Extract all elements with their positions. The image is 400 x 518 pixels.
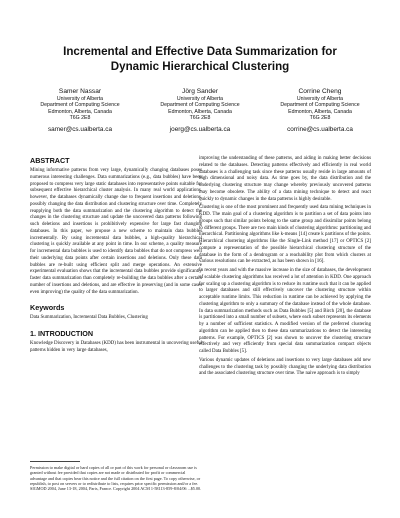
body-paragraph: improving the understanding of these patterns, and aiding in making better decisions related to the databases. Detecting patterns effectively and efficiently in real world databases is a challenging task since these patterns usually reside in large amounts of high dimensional and noisy data. As time goes by, the data distribution and the underlying clustering structure may change whereby previously uncovered patterns may become obsolete. The ability of a data mining technique to detect and react quickly to dynamic changes in the data patterns is highly desirable. — [199, 156, 371, 202]
author-email: corrine@cs.ualberta.ca — [287, 125, 353, 133]
author-email: samer@cs.ualberta.ca — [47, 125, 113, 133]
author-department: Department of Computing Science — [40, 102, 120, 109]
author-block — [140, 87, 260, 134]
body-paragraph: In recent years and with the massive increase in the size of databases, the development of scalable clustering algorithms has received a lot of attention in KDD. One approach for scaling up a clustering algorithm is to reduce its runtime such that it can be applied to larger databases and still effectively uncover the clustering structure within acceptable runtime limits. This reduction in runtime can be achieved by applying the clustering algorithm to only a summary of the database instead of the whole database. In data summarization methods such as Data Bubbles [5] and Birch [20], the database is partitioned into a small number of subsets, where each subset represents its elements by a number of sufficient statistics. A modified version of the preferred clustering algorithm can be applied then to these data summarizations to detect the interesting patterns. For example, OPTICS [2] was shown to uncover the clustering structure effectively and very efficiently from special data summarization compact objects called Data Bubbles [5]. — [199, 268, 371, 354]
footnote-rule — [30, 461, 80, 462]
author-postal: T6G 2E8 — [69, 115, 91, 122]
author-affiliation: University of Alberta — [56, 96, 104, 102]
author-affiliation: University of Alberta — [296, 96, 344, 102]
author-block — [260, 87, 380, 134]
author-name: Corrine Cheng — [298, 88, 342, 95]
author-city: Edmonton, Alberta, Canada — [168, 108, 232, 115]
copyright-footnote — [30, 461, 202, 491]
keywords-heading: Keywords — [30, 303, 65, 313]
author-department: Department of Computing Science — [160, 102, 240, 109]
paper-title-line-2: Dynamic Hierarchical Clustering — [110, 60, 290, 73]
author-email: joerg@cs.ualberta.ca — [169, 125, 231, 133]
footnote-text: Permission to make digital or hard copies of all or part of this work for personal or classroom use is granted without fee provided that copies are not made or distributed for profit or commercial advantage and that copies bear this notice and the full citation on the first page. To copy otherwise, or republish, to post on servers or to redistribute to lists, requires prior specific permission and/or a fee. SIGMOD 2004, June 13-18, 2004, Paris, France. Copyright 2004 ACM 1-58113-859-8/04/06 ...$5.00. — [30, 465, 202, 492]
keywords-text: Data Summarization, Incremental Data Bubbles, Clustering — [30, 315, 148, 321]
right-column — [199, 156, 371, 378]
author-name: Jörg Sander — [182, 88, 218, 95]
body-paragraph: Various dynamic updates of deletions and insertions to very large databases add new challenges to the clustering task by possibly changing the underlying data distribution and the associated clustering structure over time. The naive approach is to simply — [199, 357, 371, 377]
introduction-heading: 1. INTRODUCTION — [30, 329, 94, 338]
author-postal: T6G 2E8 — [189, 115, 211, 122]
body-paragraph: Clustering is one of the most prominent and frequently used data mining techniques in KDD. The main goal of a clustering algorithm is to partition a set of data points into groups such that similar points belong to the same group and dissimilar points belong to different groups. There are two main kinds of clustering algorithms: partitioning and hierarchical. Partitioning algorithms like k-means [14] create k partitions of the points. Hierarchical clustering algorithms like the Single-Link method [17] or OPTICS [2] compute a representation of the possible hierarchical clustering structure of the database in the form of a dendrogram or a reachability plot from which clusters at various resolutions can be extracted, as has been shown in [16]. — [199, 205, 371, 265]
introduction-text: Knowledge Discovery in Databases (KDD) has been instrumental in uncovering useful patterns hidden in very large databases, — [30, 341, 202, 353]
abstract-text: Mining informative patterns from very large, dynamically changing databases poses numerous interesting challenges. Data summarizations (e.g., data bubbles) have been proposed to compress very large static databases into representative points suitable for subsequent effective hierarchical cluster analysis. In many real world applications, however, the databases dynamically change due to frequent insertions and deletions, possibly changing the data distribution and clustering structure over time. Completely reapplying both the data summarization and the clustering algorithm to detect the changes in the clustering structure and update the uncovered data patterns following such deletions and insertions is prohibitively expensive for large fast changing databases. In this paper, we propose a new scheme to maintain data bubbles incrementally. By using incremental data bubbles, a high-quality hierarchical clustering is quickly available at any point in time. In our scheme, a quality measure for incremental data bubbles is used to identify data bubbles that do not compress well their underlying data points after certain insertions and deletions. Only these data bubbles are re-built using efficient split and merge operations. An extensive experimental evaluation shows that the incremental data bubbles provide significantly faster data summarization than completely re-building the data bubbles after a certain number of insertions and deletions, and are effective in preserving (and in some cases even improving) the quality of the data summarization. — [30, 168, 202, 295]
author-postal: T6G 2E8 — [309, 115, 331, 122]
author-department: Department of Computing Science — [280, 102, 360, 109]
abstract-heading: ABSTRACT — [30, 156, 70, 165]
author-city: Edmonton, Alberta, Canada — [288, 108, 352, 115]
author-affiliation: University of Alberta — [176, 96, 224, 102]
author-name: Samer Nassar — [58, 88, 102, 95]
left-column — [30, 156, 202, 355]
author-block — [20, 87, 140, 134]
paper-title-line-1: Incremental and Effective Data Summarization for — [63, 45, 337, 58]
author-city: Edmonton, Alberta, Canada — [48, 108, 112, 115]
